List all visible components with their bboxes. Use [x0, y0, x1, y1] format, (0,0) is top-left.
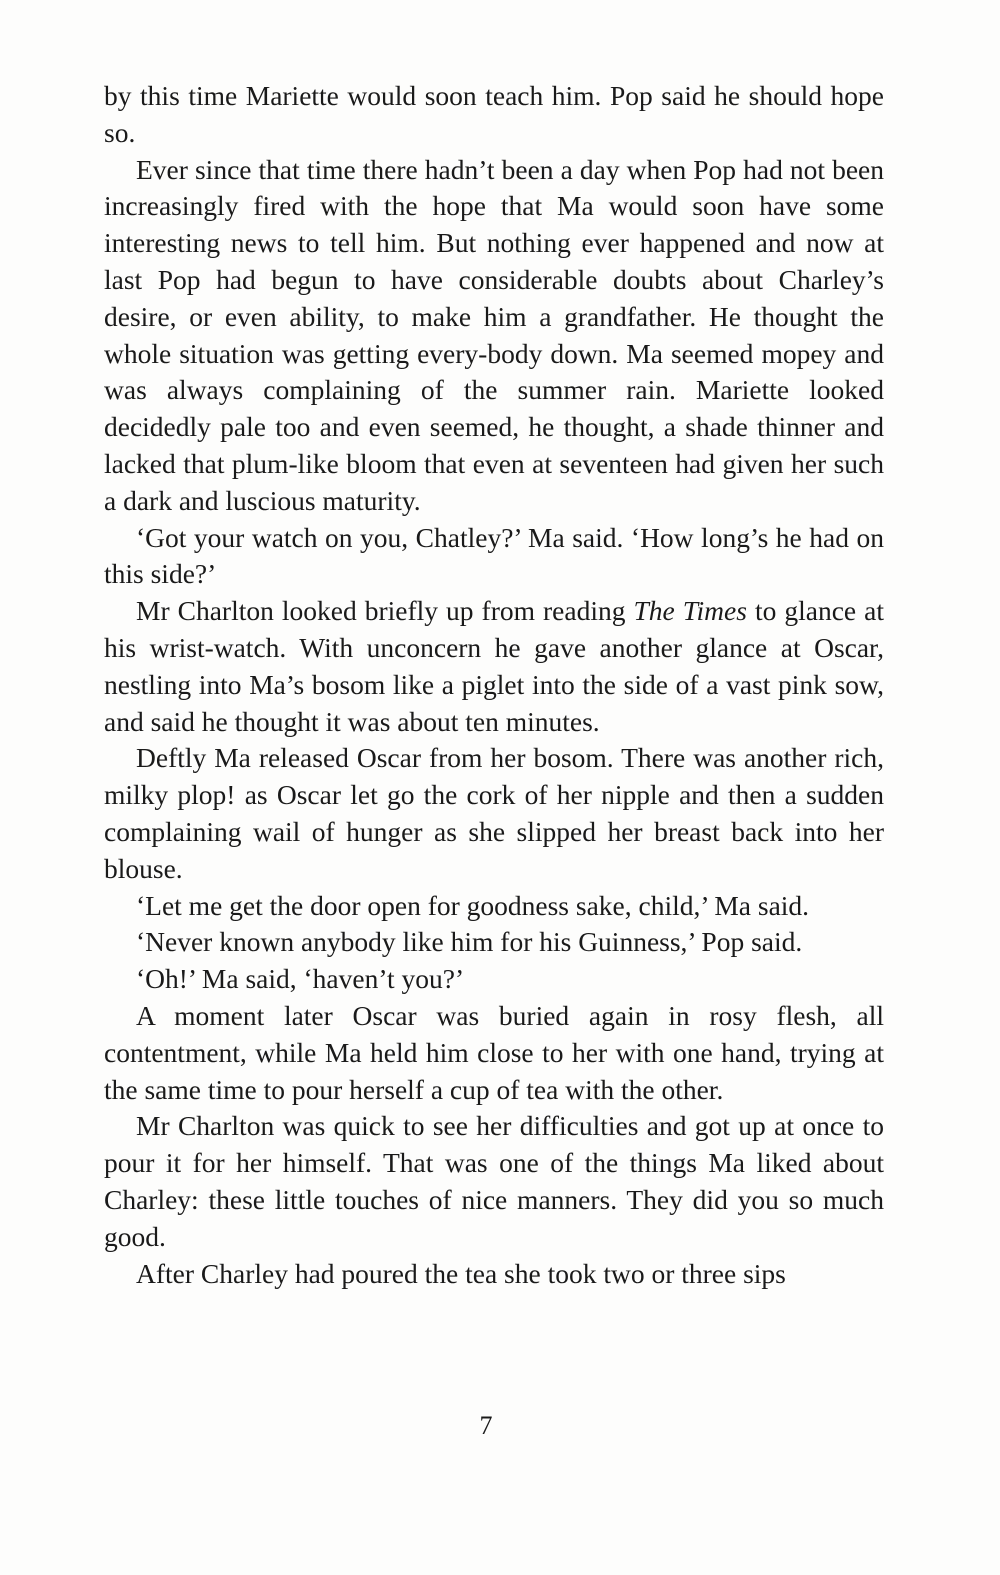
paragraph	[104, 593, 884, 740]
paragraph: After Charley had poured the tea she took two or three sips	[136, 1257, 786, 1289]
paragraph: Ever since that time there hadn’t been a day when Pop had not been increasingly fired with the hope that Ma would soon have some interesting news to tell him. But nothing ever happened and now at last Pop had begun to have considerable doubts about Charley’s desire, or even ability, to make him a grandfather. He thought the whole situation was getting every-body down. Ma seemed mopey and was always complaining of the summer rain. Mariette looked decidedly pale too and even seemed, he thought, a shade thinner and lacked that plum-like bloom that even at seventeen had given her such a dark and luscious maturity.	[104, 153, 884, 516]
paragraph: Deftly Ma released Oscar from her bosom. There was another rich, milky plop! as Oscar let go the cork of her nipple and then a sudden complaining wail of hunger as she slipped her breast back into her blouse.	[104, 742, 884, 884]
paragraph: ‘Let me get the door open for goodness sake, child,’ Ma said.	[136, 889, 810, 921]
italic-title: The Times	[633, 595, 747, 627]
paragraph: ‘Never known anybody like him for his Guinness,’ Pop said.	[136, 926, 803, 958]
page-number: 7	[479, 1411, 493, 1440]
paragraph-text: to glance at his wrist-watch. With unconcern he gave another glance at Oscar, nestling into Ma’s bosom like a piglet into the side of a vast pink sow, and said he thought it was about ten minutes.	[104, 595, 884, 737]
paragraph: ‘Oh!’ Ma said, ‘haven’t you?’	[136, 963, 465, 995]
paragraph-text: Mr Charlton looked briefly up from reading	[136, 595, 634, 627]
paragraph: ‘Got your watch on you, Chatley?’ Ma said. ‘How long’s he had on this side?’	[104, 521, 884, 590]
paragraph: by this time Mariette would soon teach him. Pop said he should hope so.	[104, 80, 884, 148]
paragraph: A moment later Oscar was buried again in rosy flesh, all contentment, while Ma held him close to her with one hand, trying at the same time to pour herself a cup of tea with the other.	[104, 999, 884, 1105]
body-text	[104, 78, 884, 1292]
paragraph: Mr Charlton was quick to see her difficulties and got up at once to pour it for her himself. That was one of the things Ma liked about Charley: these little touches of nice manners. They did you so much good.	[104, 1110, 884, 1252]
